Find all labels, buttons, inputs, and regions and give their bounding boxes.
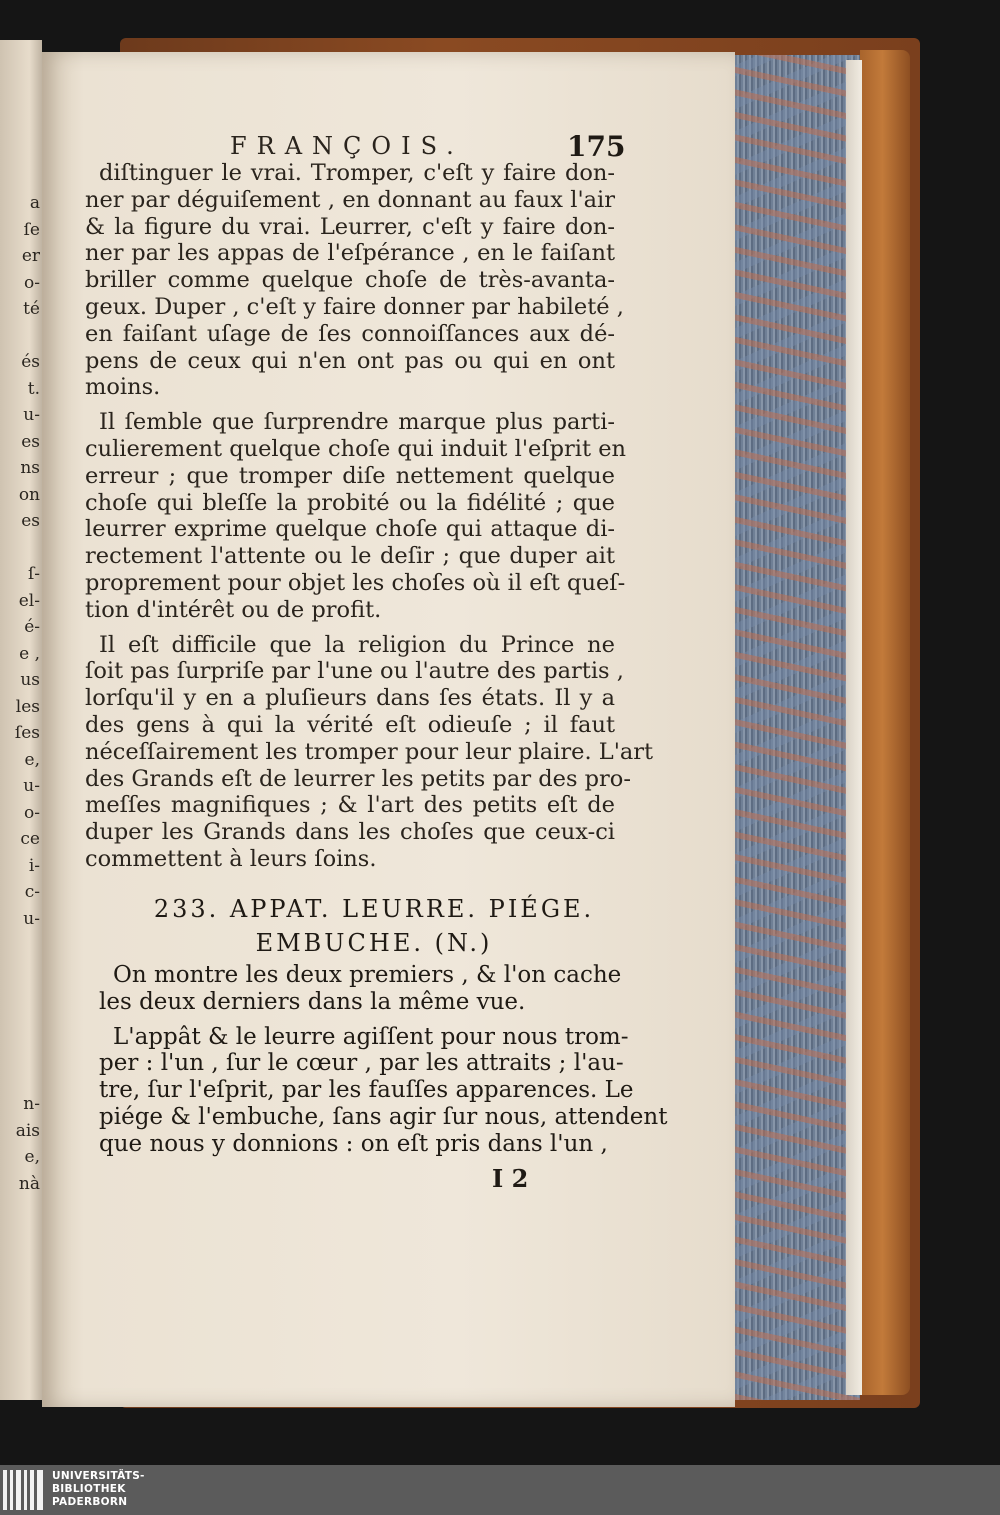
paragraph-4 — [99, 962, 622, 1024]
fragment-line: ce — [20, 829, 40, 849]
fragment-line: el- — [18, 590, 40, 611]
text-line: meſſes magnifiques ; & l'art des petits eſt de — [85, 792, 615, 819]
fragment-line: es — [21, 511, 40, 531]
section-heading-line-2: EMBUCHE. (N.) — [255, 929, 493, 957]
fragment-line: us — [20, 670, 40, 690]
fragment-line: é- — [24, 617, 40, 637]
text-line: On montre les deux premiers , & l'on cache — [113, 962, 622, 988]
text-line: choſe qui bleſſe la probité ou la fidélité ; que — [85, 489, 615, 516]
fragment-line: es — [21, 431, 40, 452]
fragment-line — [0, 932, 40, 959]
cover-edge — [860, 50, 910, 1395]
fragment-line: i- — [28, 855, 40, 876]
fragment-line — [0, 1065, 40, 1092]
paragraph-gap — [85, 873, 615, 881]
page-number: 175 — [567, 130, 626, 163]
paragraph-1 — [85, 160, 624, 409]
fragment-line: les — [15, 696, 40, 717]
text-line: ſoit pas ſurpriſe par l'une ou l'autre des partis , — [85, 658, 624, 685]
text-line: que nous y donnions : on eſt pris dans l'un , — [99, 1130, 608, 1157]
text-line: erreur ; que tromper diſe nettement quelque — [85, 462, 615, 489]
text-line: & la figure du vrai. Leurrer, c'eſt y faire don- — [85, 213, 615, 240]
fragment-line: nà — [18, 1173, 40, 1194]
paragraph-5 — [99, 1023, 668, 1166]
fragment-line: té — [23, 299, 40, 319]
text-line: L'appât & le leurre agiſſent pour nous trom- — [113, 1023, 629, 1050]
fragment-line: a — [29, 193, 40, 213]
text-line: les deux derniers dans la même vue. — [99, 988, 526, 1015]
fragment-line — [0, 1038, 40, 1065]
fragment-line: t. — [27, 378, 40, 399]
running-head: FRANÇOIS. — [230, 132, 464, 160]
page-block-edge — [846, 60, 862, 1395]
text-line: rectement l'attente ou le deſir ; que duper ait — [85, 543, 615, 570]
fragment-line: u- — [23, 405, 40, 425]
library-logo-icon — [3, 1470, 45, 1510]
text-line: néceſſairement les tromper pour leur plaire. L'art — [85, 738, 654, 765]
text-line: en faiſant uſage de ſes connoiſſances aux dé- — [85, 320, 615, 347]
paragraph-gap — [99, 1016, 609, 1024]
text-line: diſtinguer le vrai. Tromper, c'eſt y faire don- — [99, 160, 615, 186]
library-footer — [0, 1465, 1000, 1515]
fragment-line: e , — [19, 643, 40, 664]
section-body — [99, 962, 668, 1166]
page-body — [85, 160, 654, 881]
text-line: briller comme quelque choſe de très-avanta- — [85, 267, 615, 294]
fragment-line: o- — [24, 802, 40, 823]
previous-page-fragments — [0, 190, 40, 1197]
library-name: UNIVERSITÄTS- BIBLIOTHEK PADERBORN — [52, 1470, 145, 1508]
section-heading — [104, 892, 644, 960]
paragraph-gap — [99, 1158, 609, 1166]
text-line: leurrer exprime quelque choſe qui attaque di- — [85, 516, 615, 543]
text-line: lorſqu'il y en a pluſieurs dans ſes états. Il y a — [85, 685, 615, 712]
fragment-line: ſ- — [27, 564, 40, 584]
fragment-line: c- — [24, 882, 40, 902]
text-line: per : l'un , ſur le cœur , par les attraits ; l'au- — [99, 1050, 624, 1077]
paragraph-3 — [85, 631, 654, 881]
text-line: ner par déguiſement , en donnant au faux l'air — [85, 186, 615, 213]
fragment-line: ſe — [23, 219, 40, 240]
text-line: ner par les appas de l'eſpérance , en le faiſant — [85, 240, 615, 267]
fragment-line: és — [21, 352, 40, 372]
fragment-line: ais — [15, 1120, 40, 1141]
previous-page-sliver — [0, 40, 42, 1400]
text-line: des gens à qui la vérité eſt odieuſe ; il faut — [85, 711, 615, 738]
fragment-line: e, — [24, 749, 40, 770]
fragment-line: on — [18, 484, 40, 505]
text-line: pens de ceux qui n'en ont pas ou qui en ont — [85, 347, 615, 374]
text-line: tre, ſur l'eſprit, par les fauſſes apparences. Le — [99, 1077, 634, 1104]
book-page — [42, 52, 735, 1407]
text-line: moins. — [85, 374, 161, 401]
text-line: des Grands eſt de leurrer les petits par des pro- — [85, 765, 631, 792]
fragment-line — [0, 1012, 40, 1039]
paragraph-gap — [85, 624, 615, 632]
fragment-line — [0, 985, 40, 1012]
fragment-line: ns — [20, 458, 40, 478]
fragment-line: er — [21, 246, 40, 266]
signature-mark: I 2 — [492, 1164, 529, 1193]
marbled-fore-edge — [735, 55, 860, 1400]
text-line: Il ſemble que ſurprendre marque plus parti- — [99, 409, 615, 436]
fragment-line: e, — [24, 1147, 40, 1167]
text-line: commettent à leurs ſoins. — [85, 845, 377, 872]
text-line: duper les Grands dans les choſes que ceux-ci — [85, 819, 615, 846]
text-line: culierement quelque choſe qui induit l'eſprit en — [85, 435, 626, 462]
fragment-line: u- — [23, 776, 40, 796]
fragment-line: o- — [24, 272, 40, 293]
text-line: tion d'intérêt ou de profit. — [85, 596, 382, 623]
section-heading-line-1: 233. APPAT. LEURRE. PIÉGE. — [153, 895, 595, 923]
paragraph-2 — [85, 409, 626, 631]
paragraph-gap — [85, 401, 615, 409]
fragment-line: u- — [23, 908, 40, 929]
text-line: geux. Duper , c'eſt y faire donner par habileté , — [85, 293, 624, 320]
text-line: Il eſt difficile que la religion du Prince ne — [99, 631, 615, 658]
fragment-line — [0, 535, 40, 562]
text-line: piége & l'embuche, ſans agir ſur nous, attendent — [99, 1103, 668, 1130]
fragment-line: ſes — [14, 723, 40, 743]
fragment-line — [0, 959, 40, 986]
fragment-line — [0, 323, 40, 350]
text-line: proprement pour objet les choſes où il eſt queſ- — [85, 569, 626, 596]
fragment-line: n- — [23, 1094, 40, 1114]
